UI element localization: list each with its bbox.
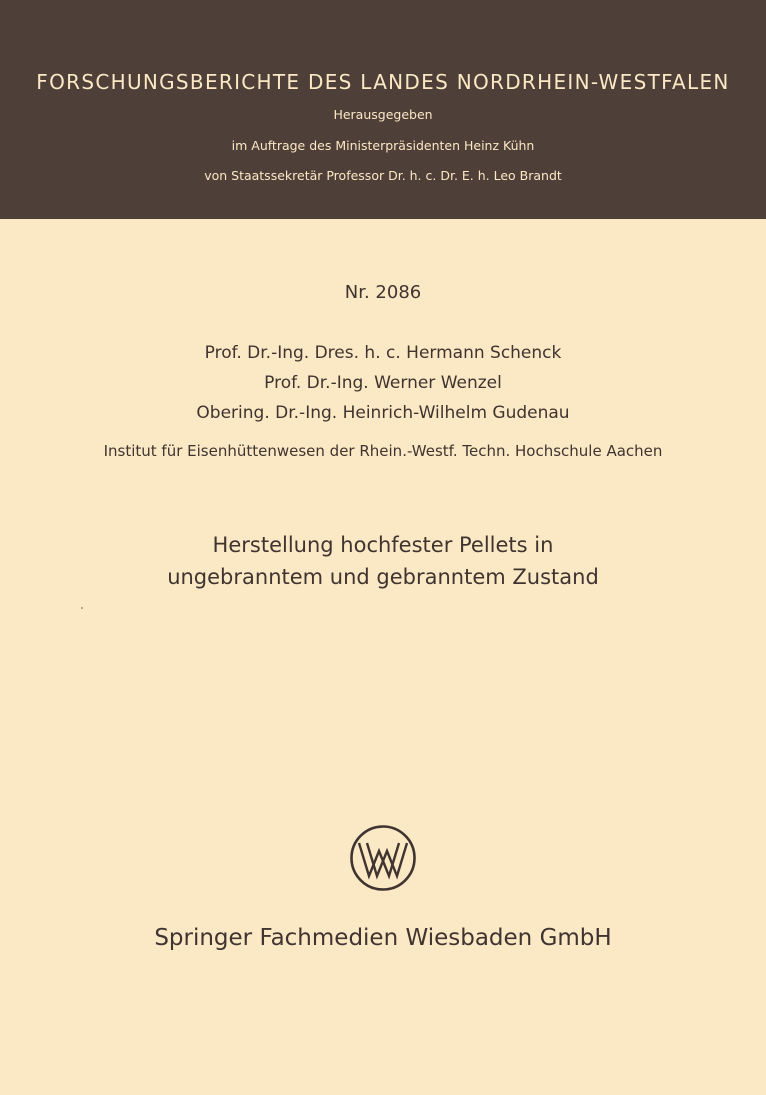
title-line-1: Herstellung hochfester Pellets in	[212, 533, 554, 557]
header-band	[0, 0, 766, 219]
editor-line-3: von Staatssekretär Professor Dr. h. c. Dr. E. h. Leo Brandt	[204, 168, 562, 183]
series-title: FORSCHUNGSBERICHTE DES LANDES NORDRHEIN-WESTFALEN	[36, 70, 730, 94]
editor-line-1: Herausgegeben	[333, 107, 433, 122]
speck	[81, 607, 83, 609]
institute: Institut für Eisenhüttenwesen der Rhein.-Westf. Techn. Hochschule Aachen	[103, 442, 663, 460]
author-3: Obering. Dr.-Ing. Heinrich-Wilhelm Gudenau	[196, 403, 570, 423]
author-1: Prof. Dr.-Ing. Dres. h. c. Hermann Schenck	[204, 343, 562, 363]
vw-monogram-icon	[349, 824, 417, 892]
report-number: Nr. 2086	[344, 282, 422, 303]
editor-line-2: im Auftrage des Ministerpräsidenten Heinz Kühn	[231, 138, 535, 153]
publisher: Springer Fachmedien Wiesbaden GmbH	[154, 925, 612, 951]
title-line-2: ungebranntem und gebranntem Zustand	[167, 565, 599, 589]
author-2: Prof. Dr.-Ing. Werner Wenzel	[264, 373, 502, 393]
